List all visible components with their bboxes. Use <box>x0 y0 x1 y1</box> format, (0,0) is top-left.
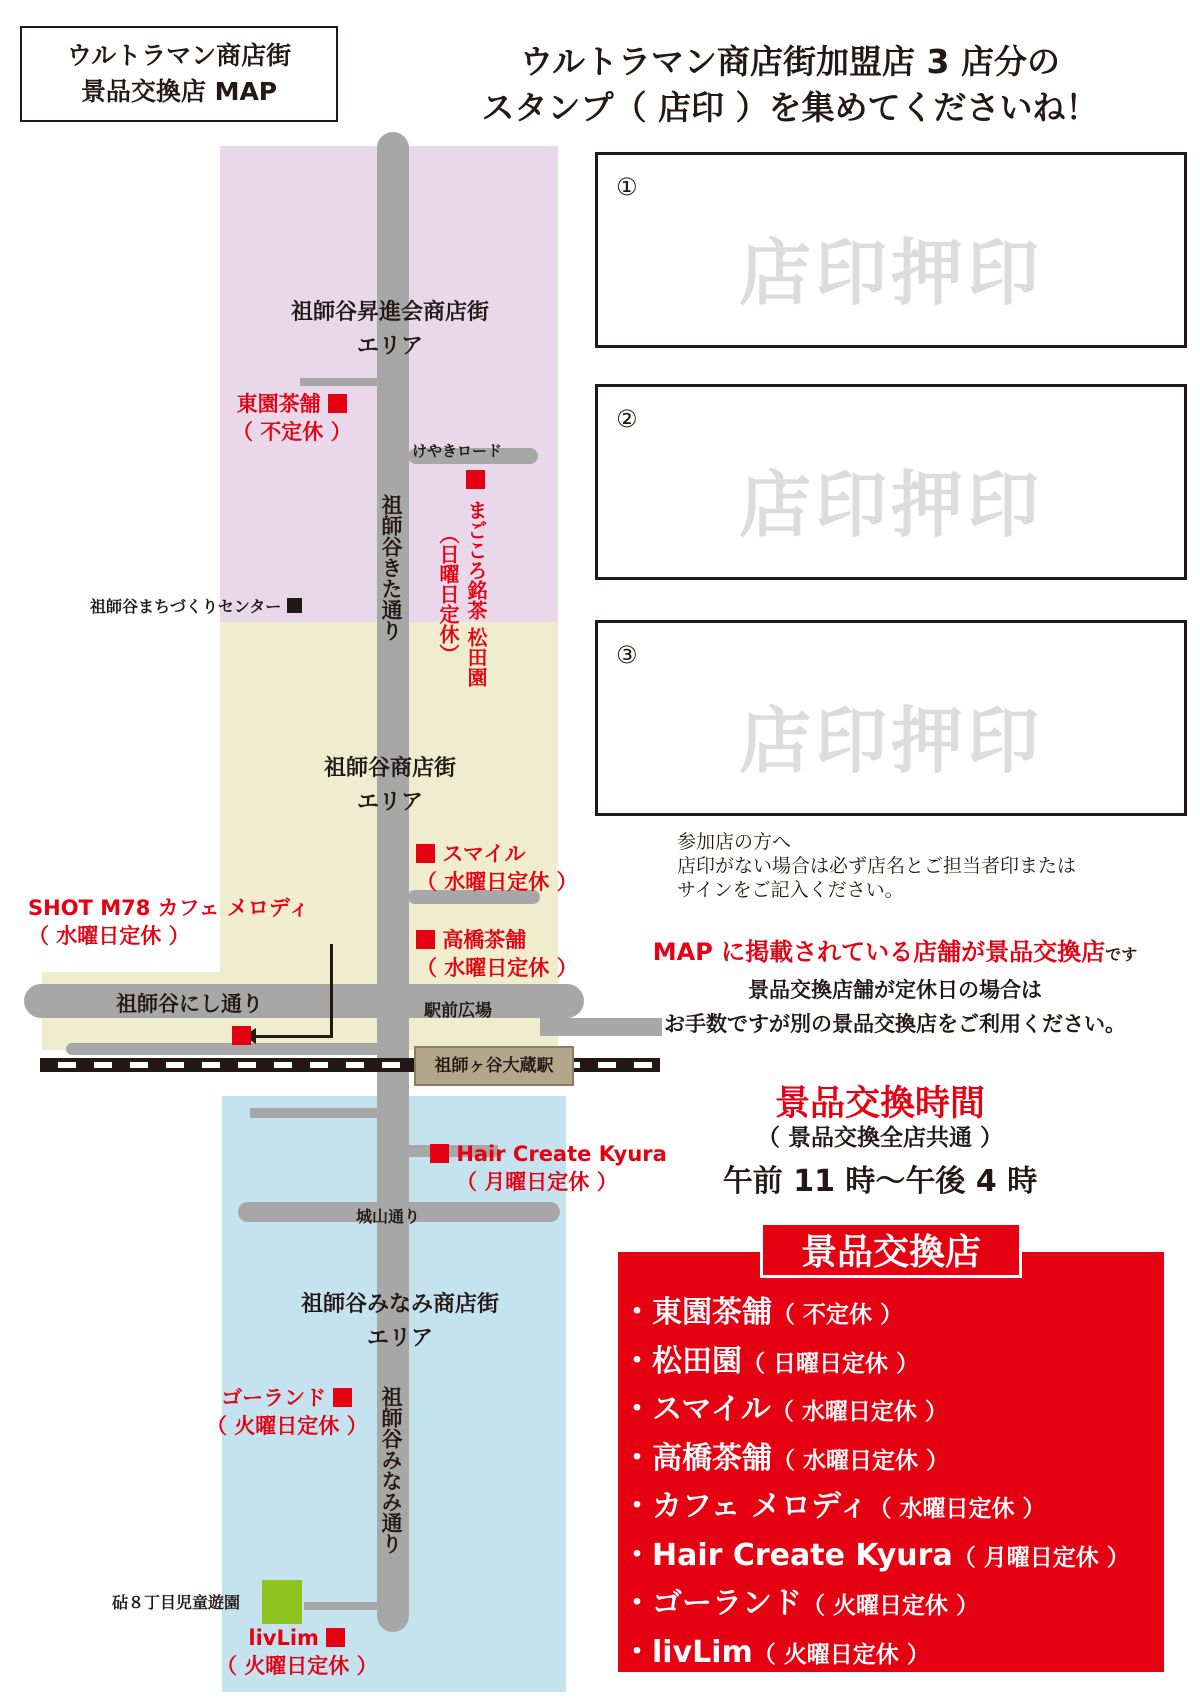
north-area-sub: エリア <box>356 334 423 359</box>
shop-magokoro-marker <box>466 470 485 491</box>
nishi-street-label: 祖師谷にし通り <box>116 992 263 1016</box>
shop-goland-holiday: （ 火曜日定休 ） <box>206 1414 368 1438</box>
south-area-label <box>240 1288 560 1356</box>
participant-note-line3: サインをご記入ください。 <box>677 879 904 901</box>
list-item-name: 高橋茶舗 <box>652 1440 772 1476</box>
hours-title: 景品交換時間 <box>774 1084 985 1124</box>
ekimae-label: 駅前広場 <box>424 1001 492 1021</box>
info-highlight-tail: です <box>1105 945 1138 964</box>
shop-marker-icon <box>326 1628 345 1647</box>
list-item: ・livLim（ 火曜日定休 ） <box>622 1634 930 1670</box>
shop-melody[interactable] <box>28 894 309 950</box>
central-area-sub: エリア <box>356 790 423 815</box>
shop-magokoro-name[interactable]: まごころ銘茶 松田園 <box>464 500 488 687</box>
melody-arrow-vertical <box>330 944 333 1038</box>
stamp-box-3[interactable] <box>595 620 1187 816</box>
list-item-name: ゴーランド <box>652 1586 802 1621</box>
toen-side-road <box>300 378 380 386</box>
shop-kyura[interactable] <box>430 1140 667 1196</box>
list-item: ・松田園（ 日曜日定休 ） <box>622 1343 920 1379</box>
list-item-name: 松田園 <box>652 1343 742 1379</box>
list-item-holiday: （ 不定休 ） <box>772 1302 904 1328</box>
shop-marker-icon <box>430 1144 449 1163</box>
shop-melody-marker <box>232 1026 251 1047</box>
shop-toen-holiday: （ 不定休 ） <box>232 420 352 444</box>
station-label: 祖師ヶ谷大蔵駅 <box>414 1046 574 1086</box>
north-area-label <box>230 296 550 364</box>
stamp-number-1: ① <box>616 173 638 201</box>
participant-note-line1: 参加店の方へ <box>677 831 792 853</box>
stamp-label-1: 店印押印 <box>738 231 1043 315</box>
south-area-sub: エリア <box>366 1326 433 1351</box>
headline-line1: ウルトラマン商店街加盟店 3 店分の <box>520 42 1060 81</box>
north-area-name: 祖師谷昇進会商店街 <box>290 300 489 325</box>
list-item: ・東園茶舗（ 不定休 ） <box>622 1295 904 1330</box>
shop-marker-icon <box>416 844 435 863</box>
melody-arrow-horizontal <box>252 1035 332 1038</box>
participant-note-line2: 店印がない場合は必ず店名とご担当者印または <box>677 855 1077 877</box>
list-item: ・スマイル（ 水曜日定休 ） <box>622 1392 948 1427</box>
list-item-holiday: （ 火曜日定休 ） <box>752 1641 930 1668</box>
list-item-holiday: （ 水曜日定休 ） <box>868 1496 1046 1522</box>
list-item: ・ゴーランド（ 火曜日定休 ） <box>622 1586 980 1621</box>
exchange-list-tag: 景品交換店 <box>760 1222 1022 1278</box>
hours-sub: （ 景品交換全店共通 ） <box>756 1125 1003 1151</box>
hours-time: 午前 11 時〜午後 4 時 <box>722 1164 1038 1199</box>
list-item-name: Hair Create Kyura <box>652 1537 953 1573</box>
list-item-name: livLim <box>652 1634 753 1670</box>
playground-side-road <box>304 1602 378 1610</box>
shop-goland-name: ゴーランド <box>221 1386 327 1410</box>
info-line3: お手数ですが別の景品交換店をご利用ください。 <box>664 1012 1126 1036</box>
list-item-name: カフェ メロディ <box>652 1489 869 1524</box>
list-item: ・カフェ メロディ（ 水曜日定休 ） <box>622 1489 1046 1524</box>
info-highlight <box>600 936 1190 971</box>
info-highlight-text: MAP に掲載されている店舗が景品交換店 <box>652 938 1106 966</box>
shop-marker-icon <box>416 930 435 949</box>
shop-melody-name: SHOT M78 カフェ メロディ <box>28 896 310 920</box>
shop-takahashi-name: 高橋茶舗 <box>442 928 527 952</box>
keyaki-road-label: けやきロード <box>412 442 503 460</box>
shop-melody-holiday: （ 水曜日定休 ） <box>28 924 190 948</box>
shop-marker-icon <box>466 470 485 489</box>
playground-label: 砧８丁目児童遊園 <box>112 1593 241 1612</box>
central-area-label <box>250 752 530 820</box>
shop-takahashi[interactable] <box>416 926 578 982</box>
list-item-holiday: （ 日曜日定休 ） <box>742 1350 920 1377</box>
stamp-number-3: ③ <box>616 641 638 669</box>
shop-takahashi-holiday: （ 水曜日定休 ） <box>416 956 578 980</box>
nishi-street-road <box>24 984 584 1018</box>
shop-smile[interactable] <box>416 840 578 896</box>
headline-line2: スタンプ（ 店印 ）を集めてくださいね！ <box>481 88 1099 127</box>
shop-livlim-holiday: （ 火曜日定休 ） <box>216 1654 378 1678</box>
minami-street-label: 祖師谷みなみ通り <box>379 1386 403 1554</box>
stamp-label-3: 店印押印 <box>738 699 1043 783</box>
list-item-holiday: （ 水曜日定休 ） <box>770 1399 948 1425</box>
shop-kyura-holiday: （ 月曜日定休 ） <box>456 1170 618 1194</box>
map-title-line1: ウルトラマン商店街 <box>66 41 292 70</box>
central-area-name: 祖師谷商店街 <box>323 756 456 781</box>
shop-smile-name: スマイル <box>442 842 526 866</box>
shop-toen[interactable] <box>232 390 352 446</box>
stamp-box-2[interactable] <box>595 384 1187 580</box>
map-title-line2: 景品交換店 MAP <box>80 77 278 106</box>
south-area-name: 祖師谷みなみ商店街 <box>300 1292 499 1317</box>
shop-toen-name: 東園茶舗 <box>236 392 321 416</box>
center-marker-icon <box>287 598 302 613</box>
stamp-box-1[interactable] <box>595 152 1187 348</box>
shop-marker-icon <box>328 394 347 413</box>
kita-street-label: 祖師谷きた通り <box>379 494 403 641</box>
playground-marker <box>262 1580 302 1624</box>
list-item-holiday: （ 月曜日定休 ） <box>952 1544 1130 1571</box>
list-item: ・Hair Create Kyura（ 月曜日定休 ） <box>622 1537 1130 1573</box>
info-line2: 景品交換店舗が定休日の場合は <box>748 978 1042 1002</box>
list-item: ・高橋茶舗（ 水曜日定休 ） <box>622 1440 950 1476</box>
shop-smile-holiday: （ 水曜日定休 ） <box>416 870 578 894</box>
shop-marker-icon <box>232 1026 251 1045</box>
list-item-holiday: （ 火曜日定休 ） <box>802 1593 980 1619</box>
participant-note <box>677 830 1177 902</box>
list-item-name: スマイル <box>652 1392 771 1427</box>
shop-livlim-name: livLim <box>248 1626 319 1650</box>
stamp-number-2: ② <box>616 405 638 433</box>
center-landmark-label: 祖師谷まちづくりセンター <box>90 597 282 616</box>
shop-kyura-name: Hair Create Kyura <box>456 1142 667 1166</box>
shop-goland[interactable] <box>206 1384 368 1440</box>
exchange-list <box>622 1290 1162 1678</box>
map-title-box <box>20 26 338 122</box>
list-item-holiday: （ 水曜日定休 ） <box>772 1447 950 1474</box>
shop-livlim[interactable] <box>216 1624 378 1680</box>
list-item-name: 東園茶舗 <box>652 1295 772 1330</box>
stamp-label-2: 店印押印 <box>738 463 1043 547</box>
shop-magokoro-holiday: （日曜日定休） <box>436 524 460 664</box>
south-side-road-1 <box>250 1108 380 1118</box>
shop-marker-icon <box>333 1388 352 1407</box>
center-landmark <box>90 594 302 617</box>
joyama-street-label: 城山通り <box>356 1207 421 1226</box>
